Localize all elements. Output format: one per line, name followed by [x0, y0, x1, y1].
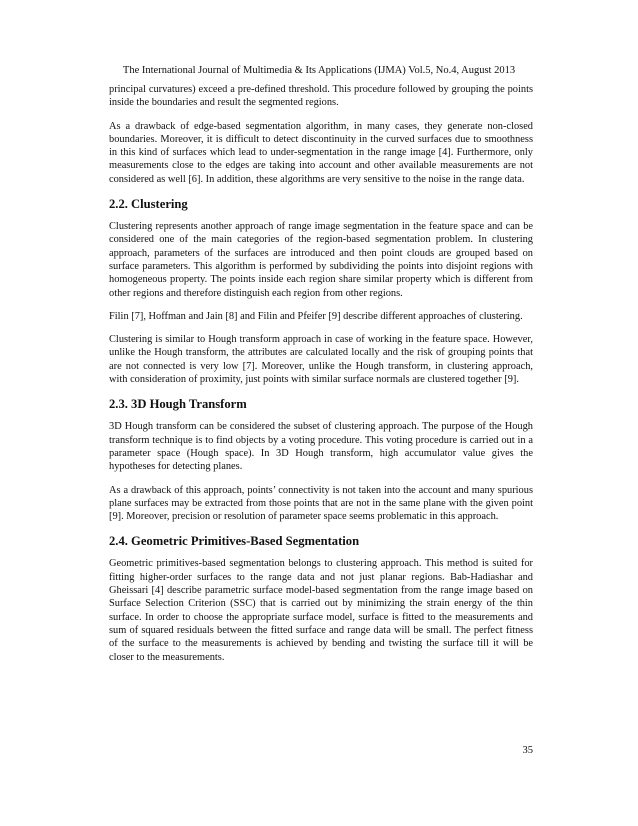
paragraph-segmentation-procedure: principal curvatures) exceed a pre-defined threshold. This procedure followed by grouping the points inside the boundaries and result the segmented regions. — [109, 84, 533, 109]
section-heading-3d-hough: 2.3. 3D Hough Transform — [109, 397, 247, 412]
page-number: 35 — [522, 745, 533, 756]
paragraph-geometric-primitives: Geometric primitives-based segmentation belongs to clustering approach. This method is suited for fitting higher-order surfaces to the range data and not just planar regions. Bab-Hadiashar and Gheissari [4] describe parametric surface model-based segmentation from the range image based on Surface Selection Criterion (SSC) that is carried out by minimizing the strain energy of the thin surface. In order to choose the appropriate surface model, surface is fitted to the measurements and sum of squared residuals between the fitted surface and range data will be small. The perfect fitness of the surface to the measurements is achieved by bending and twisting the surface till it will be closer to the measurements. — [109, 558, 533, 663]
running-header: The International Journal of Multimedia & Its Applications (IJMA) Vol.5, No.4, August 2013 — [122, 65, 516, 76]
paragraph-clustering-references: Filin [7], Hoffman and Jain [8] and Filin and Pfeifer [9] describe different approaches of clustering. — [109, 310, 523, 322]
paragraph-hough-drawbacks: As a drawback of this approach, points’ connectivity is not taken into the account and many spurious plane surfaces may be extracted from those points that are not in the same plane with the given point [9]. Moreover, precision or resolution of parameter space seems problematic in this approach. — [109, 484, 533, 523]
paragraph-hough-intro: 3D Hough transform can be considered the subset of clustering approach. The purpose of the Hough transform technique is to find objects by a voting procedure. This voting procedure is carried out in a parameter space (Hough space). In 3D Hough transform, high accumulator value gives the hypotheses for detecting planes. — [109, 421, 533, 473]
section-heading-geometric-primitives: 2.4. Geometric Primitives-Based Segmentation — [109, 534, 360, 549]
paragraph-clustering-vs-hough: Clustering is similar to Hough transform approach in case of working in the feature space. However, unlike the Hough transform, the attributes are calculated locally and the risk of grouping points that are not connected is very low [7]. Moreover, unlike the Hough transform, in clustering approach, with consideration of proximity, just points with similar surface normals are clustered together [9]. — [109, 334, 533, 386]
paragraph-edge-based-drawbacks: As a drawback of edge-based segmentation algorithm, in many cases, they generate non-closed boundaries. Moreover, it is difficult to detect discontinuity in the curved surfaces due to smoothness in this kind of surfaces which lead to under-segmentation in the range image [4]. Furthermore, only measurements close to the edges are taking into account and other available measurements are not considered as well [6]. In addition, these algorithms are very sensitive to the noise in the range data. — [109, 120, 533, 185]
paragraph-clustering-intro: Clustering represents another approach of range image segmentation in the feature space and can be considered one of the main categories of the region-based segmentation problem. In clustering approach, parameters of the surfaces are introduced and then point clouds are grouped based on surface parameters. This algorithm is performed by subdividing the points into disjoint regions with homogeneous property. The points inside each region share similar property which is different from other regions and therefore distinguish each region from other regions. — [109, 221, 533, 299]
section-heading-clustering: 2.2. Clustering — [109, 197, 188, 212]
body-content — [109, 83, 533, 674]
